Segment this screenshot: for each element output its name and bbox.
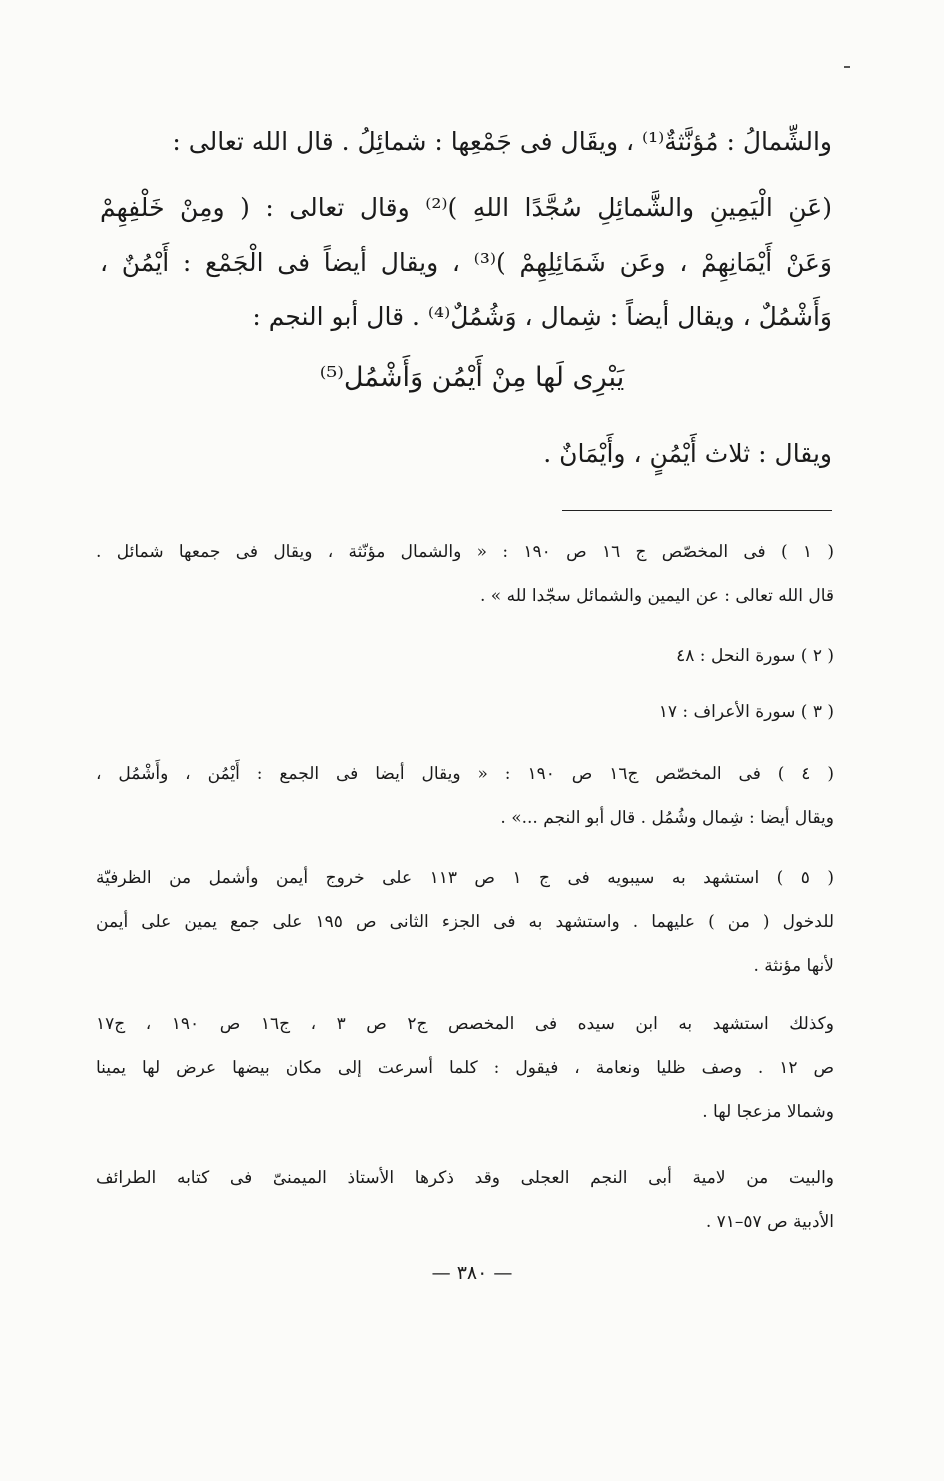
footnote-line: الأدبية ص ٥٧–٧١ . — [705, 1212, 834, 1232]
footnote-line: وكذلك استشهد به ابن سيده فى المخصص ج٢ ص ٣ ، ج١٦ ص ١٩٠ ، ج١٧ — [96, 1014, 834, 1034]
poetry-verse: يَبْرِى لَها مِنْ أَيْمُن وَأَشْمُل⁽⁵⁾ — [319, 362, 625, 393]
footnote-4 — [96, 752, 834, 840]
footnote-2 — [96, 634, 834, 678]
body-line-4: وَأَشْمُلٌ ، ويقال أيضاً : شِمال ، وَشُمُلٌ⁽⁴⁾ . قال أبو النجم : — [252, 302, 832, 331]
footnote-separator — [562, 510, 832, 511]
footnote-line: ( ٢ ) سورة النحل : ٤٨ — [676, 646, 834, 666]
footnote-line: ( ٤ ) فى المخصّص ج١٦ ص ١٩٠ : « ويقال أيضا فى الجمع : أَيْمُن ، وأَشْمُل ، — [96, 764, 834, 784]
body-line-3: وَعَنْ أَيْمَانِهِمْ ، وعَن شَمَائِلِهِمْ )⁽³⁾ ، ويقال أيضاً فى الْجَمْع : أَيْمُنٌ ، — [100, 248, 832, 277]
footnote-line: ص ١٢ . وصف ظليا ونعامة ، فيقول : كلما أسرعت إلى مكان بيضها عرض لها يمينا — [96, 1058, 834, 1078]
footnote-line: ( ٣ ) سورة الأعراف : ١٧ — [658, 702, 834, 722]
page-corner-mark — [844, 66, 850, 68]
footnote-3 — [96, 690, 834, 734]
footnote-line: والبيت من لامية أبى النجم العجلى وقد ذكرها الأستاذ الميمنىّ فى كتابه الطرائف — [96, 1168, 834, 1188]
page-number: — ٣٨٠ — — [431, 1262, 513, 1284]
footnote-line: للدخول ( من ) عليهما . واستشهد به فى الجزء الثانى ص ١٩٥ على جمع يمين على أيمن — [96, 912, 835, 932]
body-line-after-verse: ويقال : ثلاث أَيْمُنٍ ، وأَيْمَانٌ . — [543, 439, 832, 468]
footnote-1 — [96, 530, 834, 618]
body-line-1: والشِّمالُ : مُؤنَّثةٌ⁽¹⁾ ، ويقَال فى جَمْعِها : شمائِلُ . قال الله تعالى : — [172, 127, 832, 156]
footnote-line: ( ١ ) فى المخصّص ج ١٦ ص ١٩٠ : « والشمال مؤنّثة ، ويقال فى جمعها شمائل . — [96, 542, 834, 562]
footnote-5-source — [96, 1156, 834, 1244]
footnote-5 — [96, 856, 834, 988]
footnote-line: لأنها مؤنثة . — [753, 956, 834, 976]
body-line-2: (عَنِ الْيَمِينِ والشَّمائِلِ سُجَّدًا اللهِ )⁽²⁾ وقال تعالى : ( ومِنْ خَلْفِهِمْ — [100, 193, 832, 222]
footnote-line: ويقال أيضا : شِمال وشُمُل . قال أبو النجم ...» . — [500, 808, 834, 828]
footnote-line: ( ٥ ) استشهد به سيبويه فى ج ١ ص ١١٣ على خروج أيمن وأشمل من الظرفيّة — [96, 868, 834, 888]
footnote-line: وشمالا مزعجا لها . — [702, 1102, 834, 1122]
footnote-5-continued — [96, 1002, 834, 1134]
footnote-line: قال الله تعالى : عن اليمين والشمائل سجّدا لله » . — [479, 586, 834, 606]
